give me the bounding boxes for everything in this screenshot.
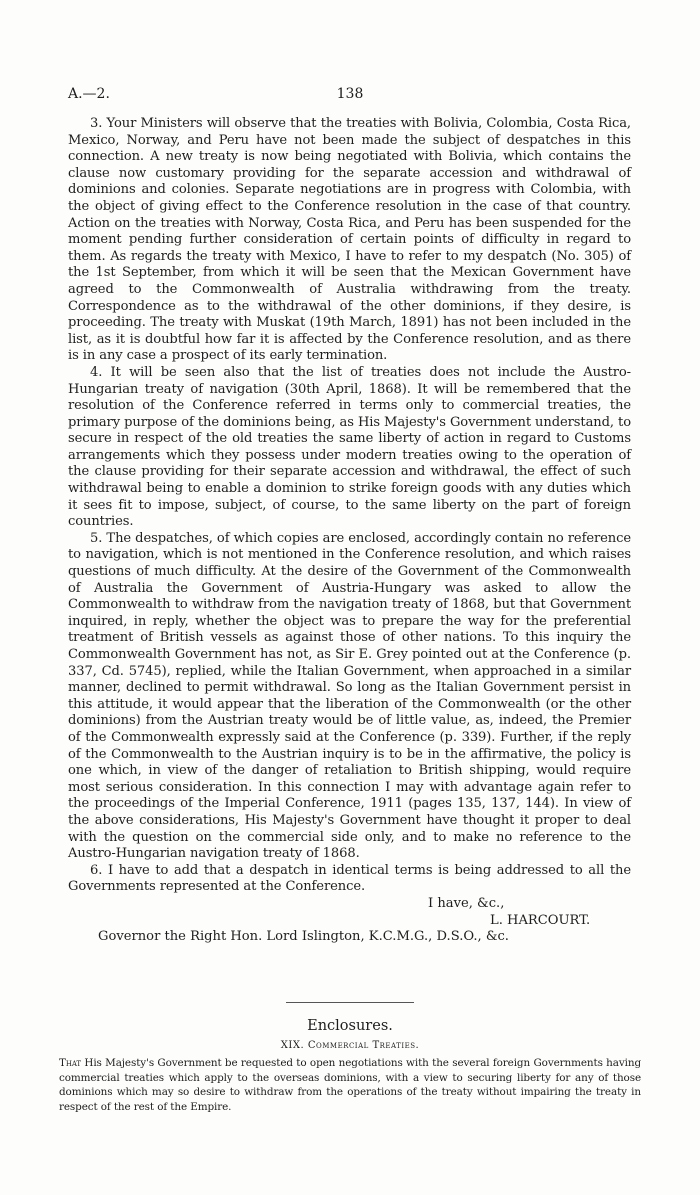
- addressee: Governor the Right Hon. Lord Islington, K.C.M.G., D.S.O., &c.: [98, 929, 509, 945]
- closing-block: [68, 896, 631, 946]
- page-header: [68, 86, 632, 106]
- resolution-body: His Majesty's Government be requested to open negotiations with the several foreign Governments having commercial treaties which apply to the overseas dominions, with a view to securing liberty for any of those dominions which may so desire to withdraw from the operations of the treaty without impairing the treaty in respect of the rest of the Empire.: [59, 1057, 642, 1113]
- despatch-body: [68, 116, 631, 896]
- parliamentary-paper-reference: A.—2.: [68, 86, 110, 102]
- signature: L. HARCOURT.: [490, 912, 591, 928]
- resolution-lead-word: That: [59, 1057, 81, 1069]
- resolution-text: [59, 1056, 641, 1114]
- salutation: I have, &c.,: [428, 896, 505, 911]
- page-number: 138: [336, 86, 364, 102]
- paragraph-5: 5. The despatches, of which copies are enclosed, accordingly contain no reference to navigation, which is not mentioned in the Conference resolution, and which raises questions of much difficulty. At the desire of the Government of the Commonwealth of Australia the Government of Austria-Hungary was asked to allow the Commonwealth to withdraw from the navigation treaty of 1868, but that Government inquired, in reply, whether the object was to prepare the way for the preferential treatment of British vessels as against those of other nations. To this inquiry the Commonwealth Government has not, as Sir E. Grey pointed out at the Conference (p. 337, Cd. 5745), replied, while the Italian Government, when approached in a similar manner, declined to permit withdrawal. So long as the Italian Government persist in this attitude, it would appear that the liberation of the Commonwealth (or the other dominions) from the Austrian treaty would be of little value, as, indeed, the Premier of the Commonwealth expressly said at the Conference (p. 339). Further, if the reply of the Commonwealth to the Austrian inquiry is to be in the affirmative, the policy is one which, in view of the danger of retaliation to British shipping, would require most serious consideration. In this connection I may with advantage again refer to the proceedings of the Imperial Conference, 1911 (pages 135, 137, 144). In view of the above considerations, His Majesty's Government have thought it proper to deal with the question on the commercial side only, and to make no reference to the Austro-Hungarian navigation treaty of 1868.: [68, 530, 631, 862]
- enclosures-heading: Enclosures.: [307, 1018, 393, 1034]
- paragraph-6: 6. I have to add that a despatch in identical terms is being addressed to all the Governments represented at the Conference.: [68, 862, 631, 895]
- paragraph-4: 4. It will be seen also that the list of treaties does not include the Austro-Hungarian treaty of navigation (30th April, 1868). It will be remembered that the resolution of the Conference referred in terms only to commercial treaties, the primary purpose of the dominions being, as His Majesty's Government understand, to secure in respect of the old treaties the same liberty of action in regard to Customs arrangements which they possess under modern treaties owing to the operation of the clause providing for their separate accession and withdrawal, the effect of such withdrawal being to enable a dominion to strike foreign goods with any duties which it sees fit to impose, subject, of course, to the same liberty on the part of foreign countries.: [68, 364, 631, 530]
- resolution-title: XIX. Commercial Treaties.: [280, 1040, 420, 1051]
- section-divider: [286, 1002, 414, 1003]
- paragraph-3: 3. Your Ministers will observe that the treaties with Bolivia, Colombia, Costa Rica, Mexico, Norway, and Peru have not been made the subject of despatches in this connection. A new treaty is now being negotiated with Bolivia, which contains the clause now customary providing for the separate accession and withdrawal of dominions and colonies. Separate negotiations are in progress with Colombia, with the object of giving effect to the Conference resolution in the case of that country. Action on the treaties with Norway, Costa Rica, and Peru has been suspended for the moment pending further consideration of certain points of difficulty in regard to them. As regards the treaty with Mexico, I have to refer to my despatch (No. 305) of the 1st September, from which it will be seen that the Mexican Government have agreed to the Commonwealth of Australia withdrawing from the treaty. Correspondence as to the withdrawal of the other dominions, if they desire, is proceeding. The treaty with Muskat (19th March, 1891) has not been included in the list, as it is doubtful how far it is affected by the Conference resolution, and as there is in any case a prospect of its early termination.: [68, 116, 631, 364]
